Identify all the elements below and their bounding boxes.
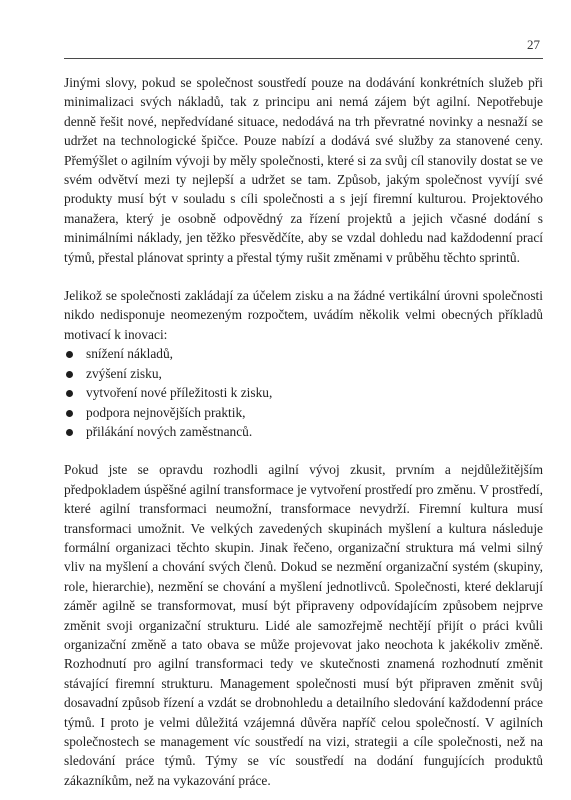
list-item: [64, 403, 543, 422]
list-item: [64, 364, 543, 383]
bullet-icon: [66, 351, 73, 358]
list-item-text: vytvoření nové příležitosti k zisku,: [86, 385, 273, 401]
list-item-text: přilákání nových zaměstnanců.: [86, 423, 253, 439]
paragraph-agile-transformation: Pokud jste se opravdu rozhodli agilní vývoj zkusit, prvním a nejdůležitějším předpokladem úspěšné agilní transformace je vytvoření prostředí pro změnu. V prostředí, které agilní transformaci neumožní, transformace nevydrží. Firemní kultura musí transformaci umožnit. Ve velkých zavedených skupinách myšlení a kultura následuje formální organizaci těchto skupin. Jinak řečeno, organizační struktura má velmi silný vliv na myšlení a chování svých členů. Dokud se nezmění organizační systém (skupiny, role, hierarchie), nezmění se chování a myšlení jednotlivců. Společnosti, které deklarují záměr agilně se transformovat, musí být připraveny odpovídajícím způsobem nejprve změnit svoji organizační strukturu. Lidé ale samozřejmě nechtějí přijít o práci kvůli organizační změně a tato obava se může projevovat jako neochota k jakékoliv změně. Rozhodnutí pro agilní transformaci tedy ve skutečnosti znamená rozhodnutí změnit stávající firemní strukturu. Management společnosti musí být připraven změnit svůj dosavadní způsob řízení a vzdát se drobnohledu a detailního sledování každodenní práce týmů. I proto je velmi důležitá vzájemná důvěra napříč celou společností. V agilních společnostech se management víc soustředí na vizi, strategii a cíle společnosti, než na sledování práce týmů. Týmy se víc soustředí na dodání fungujících produktů zákazníkům, než na vykazování práce.: [64, 462, 543, 788]
paragraph-spacer: [64, 441, 543, 460]
bullet-icon: [66, 390, 73, 397]
list-item-text: podpora nejnovějších praktik,: [86, 404, 246, 420]
page-number: 27: [527, 37, 540, 52]
list-item-text: zvýšení zisku,: [86, 365, 162, 381]
innovation-motivation-list: [64, 344, 543, 441]
list-item: [64, 344, 543, 363]
paragraph-innovation-intro: Jelikož se společnosti zakládají za účelem zisku a na žádné vertikální úrovni společnosti nikdo nedisponuje neomezeným rozpočtem, uvádím několik velmi obecných příkladů motivací k inovaci:: [64, 288, 543, 342]
header-rule: [64, 58, 543, 59]
bullet-icon: [66, 429, 73, 436]
paragraph-agility-motivation: Jinými slovy, pokud se společnost soustředí pouze na dodávání konkrétních služeb při minimalizaci svých nákladů, tak z principu ani nemá zájem být agilní. Nepotřebuje denně řešit nové, nepředvídané situace, nedodává na trh převratné novinky a nesnaží se udržet na technologické špičce. Pouze nabízí a dodává své služby za stanovené ceny. Přemýšlet o agilním vývoji by měly společnosti, které si za svůj cíl stanovily dostat se ve svém odvětví mezi ty nejlepší a udržet se tam. Způsob, jakým společnost vyvíjí své produkty musí být v souladu s cíli společnosti a s její firemní kulturou. Projektového manažera, který je osobně odpovědný za řízení projektů a jejich včasné dodání s minimálními náklady, jen těžko přesvědčíte, aby se vzdal dohledu nad každodenní prací týmů, přestal plánovat sprinty a přestal týmy rušit změnami v průběhu těchto sprintů.: [64, 75, 543, 265]
list-item: [64, 383, 543, 402]
list-item: [64, 422, 543, 441]
page-body: [64, 73, 543, 790]
bullet-icon: [66, 410, 73, 417]
paragraph-spacer: [64, 267, 543, 286]
bullet-icon: [66, 371, 73, 378]
list-item-text: snížení nákladů,: [86, 346, 174, 362]
